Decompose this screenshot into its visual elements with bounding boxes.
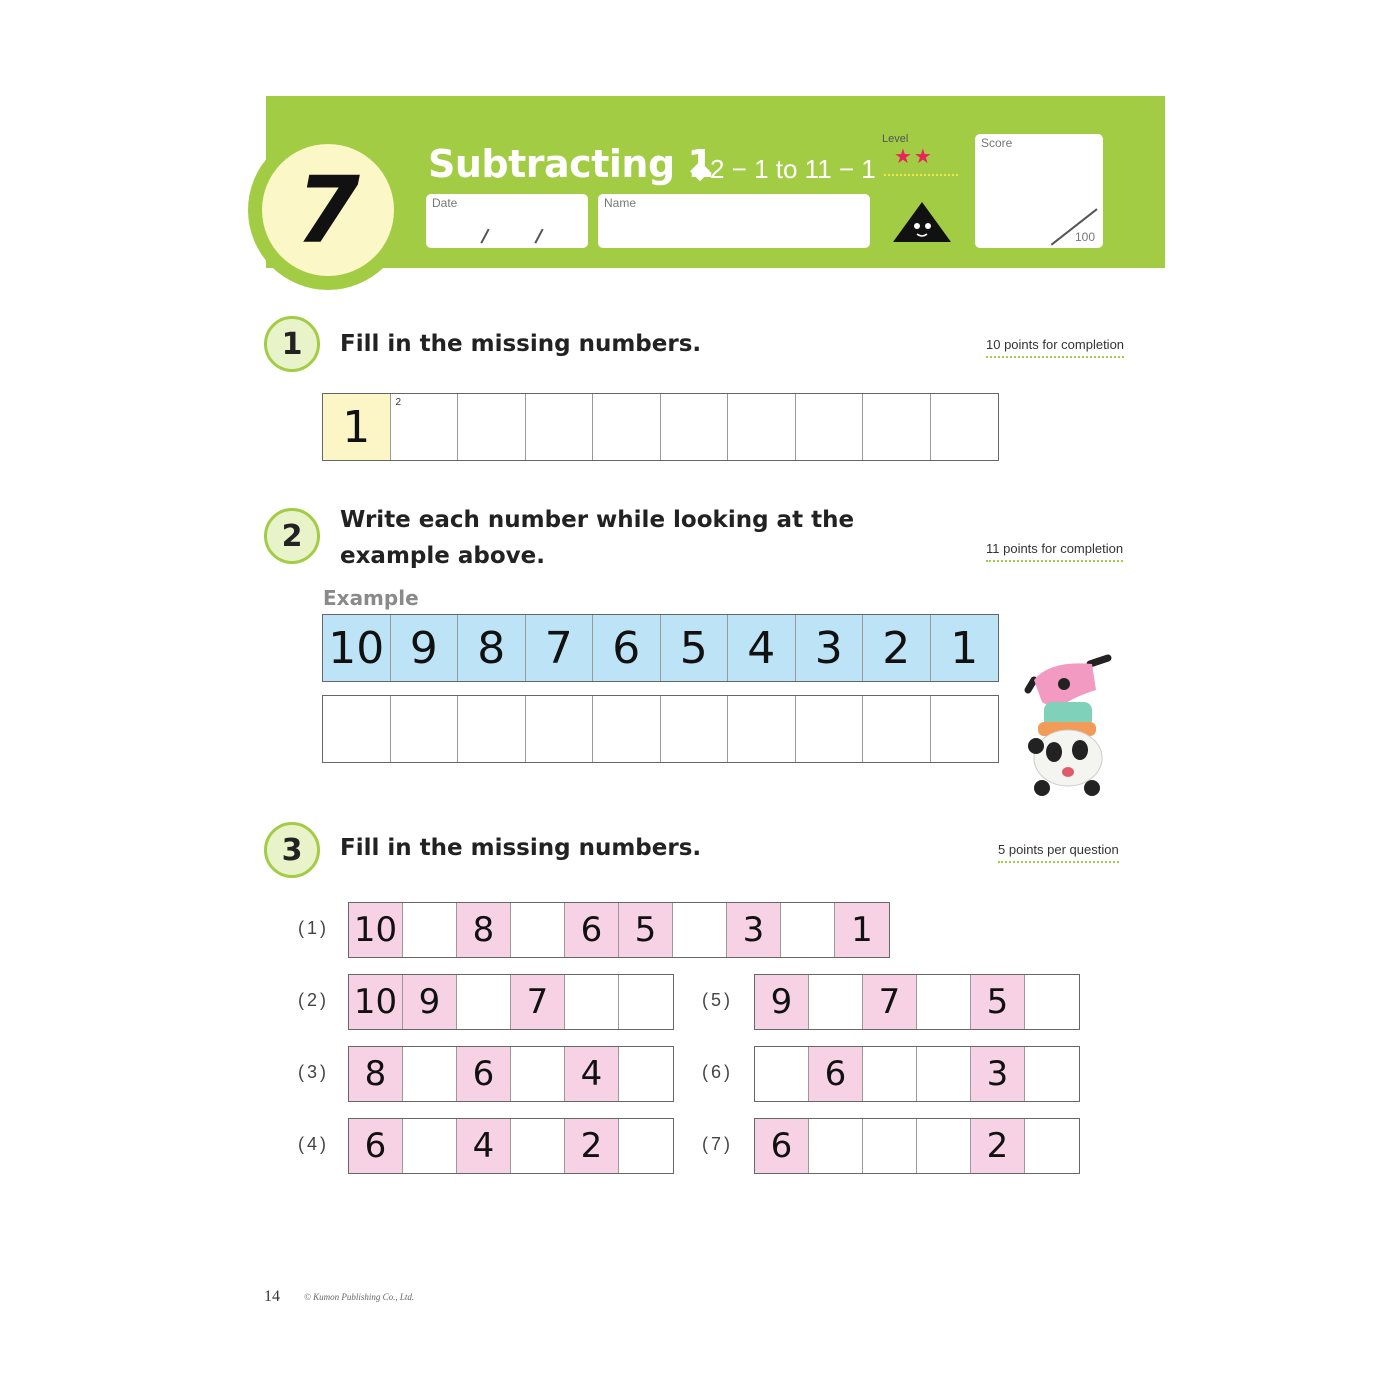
answer-cell[interactable] [391, 696, 459, 762]
answer-cell[interactable] [755, 1047, 809, 1101]
question-2-instruction [340, 502, 854, 574]
corner-hint: 2 [395, 397, 402, 408]
question-1-grid [322, 393, 999, 461]
level-underline [884, 174, 958, 176]
answer-cell[interactable] [728, 696, 796, 762]
question-3-row [348, 1118, 674, 1174]
given-cell: 4 [565, 1047, 619, 1101]
question-3-row [348, 1046, 674, 1102]
date-label: Date [432, 196, 458, 210]
example-label: Example [323, 586, 419, 610]
given-cell: 5 [619, 903, 673, 957]
example-cell: 6 [593, 615, 661, 681]
given-cell: 5 [971, 975, 1025, 1029]
page-title: Subtracting 1 [428, 142, 714, 186]
question-3-row [754, 974, 1080, 1030]
answer-cell[interactable] [863, 1047, 917, 1101]
given-cell: 7 [511, 975, 565, 1029]
name-field[interactable] [598, 194, 870, 248]
answer-cell[interactable] [661, 394, 729, 460]
answer-cell[interactable] [917, 1047, 971, 1101]
question-2-points: 11 points for completion [986, 541, 1123, 562]
answer-cell[interactable] [863, 394, 931, 460]
question-2-line-1: Write each number while looking at the [340, 507, 855, 533]
given-cell: 6 [755, 1119, 809, 1173]
given-cell: 10 [349, 975, 403, 1029]
question-3-row [348, 902, 890, 958]
answer-cell[interactable] [593, 394, 661, 460]
answer-cell[interactable] [931, 696, 999, 762]
question-1-badge: 1 [264, 316, 320, 372]
date-separator [534, 229, 543, 244]
given-cell: 6 [457, 1047, 511, 1101]
answer-cell[interactable] [391, 394, 459, 460]
answer-cell[interactable] [931, 394, 999, 460]
answer-cell[interactable] [526, 696, 594, 762]
question-1-instruction: Fill in the missing numbers. [340, 331, 702, 357]
answer-cell[interactable] [796, 696, 864, 762]
row-label: (2) [298, 990, 329, 1010]
answer-cell[interactable] [619, 1047, 673, 1101]
given-cell: 6 [809, 1047, 863, 1101]
row-label: (1) [298, 918, 329, 938]
answer-cell[interactable] [526, 394, 594, 460]
answer-cell[interactable] [1025, 1047, 1079, 1101]
answer-cell[interactable] [1025, 1119, 1079, 1173]
answer-cell[interactable] [458, 394, 526, 460]
question-3-row [754, 1118, 1080, 1174]
score-label: Score [981, 136, 1013, 150]
example-cell: 10 [323, 615, 391, 681]
question-3-badge: 3 [264, 822, 320, 878]
answer-cell[interactable] [809, 975, 863, 1029]
example-cell: 7 [526, 615, 594, 681]
answer-cell[interactable] [796, 394, 864, 460]
question-2-answer-grid [322, 695, 999, 763]
given-cell: 2 [971, 1119, 1025, 1173]
date-separator [480, 229, 489, 244]
example-cell: 4 [728, 615, 796, 681]
level-label: Level [882, 133, 909, 145]
copyright: © Kumon Publishing Co., Ltd. [304, 1292, 415, 1302]
question-3-points: 5 points per question [998, 842, 1119, 863]
given-cell: 7 [863, 975, 917, 1029]
answer-cell[interactable] [917, 1119, 971, 1173]
row-label: (6) [702, 1062, 733, 1082]
lesson-number: 7 [262, 144, 394, 276]
page-number: 14 [264, 1288, 280, 1305]
answer-cell[interactable] [593, 696, 661, 762]
given-cell: 6 [349, 1119, 403, 1173]
question-1-points: 10 points for completion [986, 337, 1124, 358]
row-label: (4) [298, 1134, 329, 1154]
answer-cell[interactable] [323, 696, 391, 762]
answer-cell[interactable] [457, 975, 511, 1029]
given-cell: 1 [835, 903, 889, 957]
question-3-row [754, 1046, 1080, 1102]
date-field[interactable] [426, 194, 588, 248]
question-2-badge: 2 [264, 508, 320, 564]
given-cell: 9 [403, 975, 457, 1029]
question-3-row [348, 974, 674, 1030]
example-cell: 5 [661, 615, 729, 681]
answer-cell[interactable] [511, 903, 565, 957]
question-3-instruction: Fill in the missing numbers. [340, 835, 702, 861]
answer-cell[interactable] [1025, 975, 1079, 1029]
answer-cell[interactable] [511, 1047, 565, 1101]
given-cell: 8 [457, 903, 511, 957]
given-cell: 8 [349, 1047, 403, 1101]
answer-cell[interactable] [863, 696, 931, 762]
answer-cell[interactable] [458, 696, 526, 762]
answer-cell[interactable] [661, 696, 729, 762]
given-cell: 3 [971, 1047, 1025, 1101]
answer-cell[interactable] [863, 1119, 917, 1173]
given-cell: 2 [565, 1119, 619, 1173]
answer-cell[interactable] [403, 903, 457, 957]
given-cell: 6 [565, 903, 619, 957]
answer-cell[interactable] [809, 1119, 863, 1173]
triangle-mascot-icon [891, 200, 953, 244]
answer-cell[interactable] [619, 1119, 673, 1173]
given-cell: 10 [349, 903, 403, 957]
row-label: (5) [702, 990, 733, 1010]
page-subtitle: ◆2 − 1 to 11 − 1 [690, 154, 876, 184]
level-stars: ★★ [894, 144, 934, 168]
panda-handstand-icon [1020, 650, 1120, 800]
example-cell: 3 [796, 615, 864, 681]
row-label: (3) [298, 1062, 329, 1082]
given-cell: 4 [457, 1119, 511, 1173]
given-cell: 9 [755, 975, 809, 1029]
answer-cell[interactable] [673, 903, 727, 957]
given-cell: 3 [727, 903, 781, 957]
answer-cell[interactable] [565, 975, 619, 1029]
answer-cell[interactable] [917, 975, 971, 1029]
name-label: Name [604, 196, 637, 210]
example-grid [322, 614, 999, 682]
example-cell: 1 [931, 615, 999, 681]
example-cell: 2 [863, 615, 931, 681]
answer-cell[interactable] [728, 394, 796, 460]
row-label: (7) [702, 1134, 733, 1154]
answer-cell[interactable] [403, 1119, 457, 1173]
example-cell: 8 [458, 615, 526, 681]
answer-cell[interactable] [619, 975, 673, 1029]
answer-cell[interactable] [403, 1047, 457, 1101]
question-2-line-2: example above. [340, 543, 545, 569]
example-cell: 9 [391, 615, 459, 681]
score-max: 100 [1074, 230, 1095, 244]
answer-cell[interactable] [511, 1119, 565, 1173]
score-field[interactable] [975, 134, 1103, 248]
answer-cell[interactable] [781, 903, 835, 957]
answer-cell: 1 [323, 394, 391, 460]
